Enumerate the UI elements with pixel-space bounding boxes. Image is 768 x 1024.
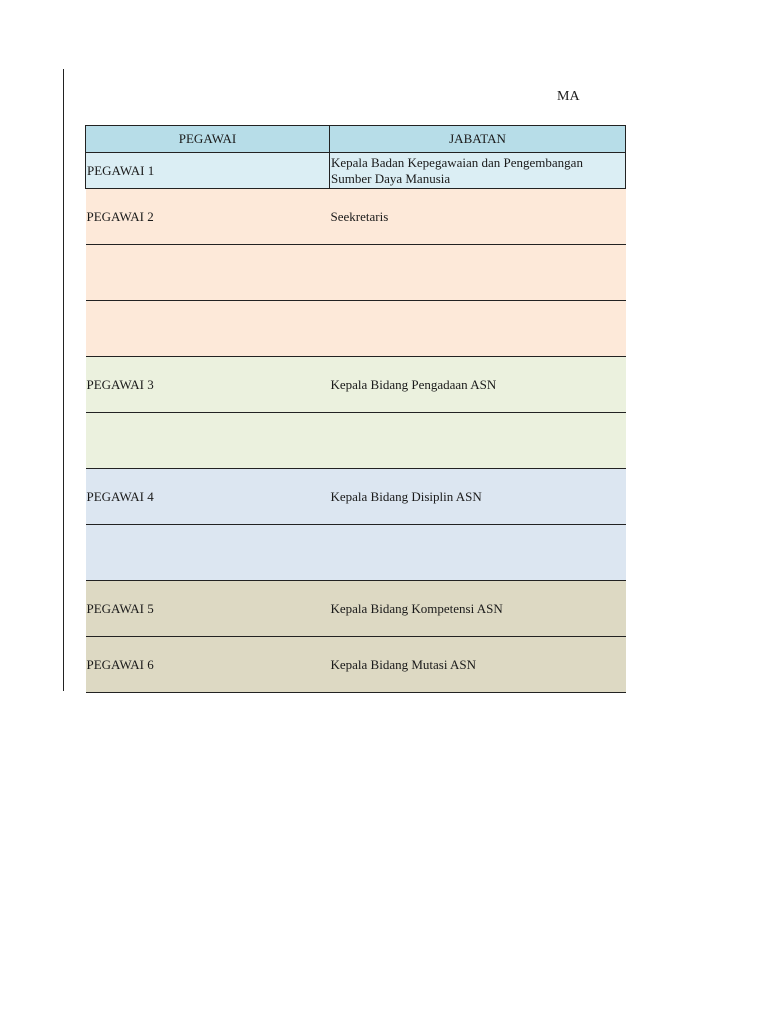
column-header-jabatan: JABATAN	[330, 126, 626, 153]
cell-pegawai: PEGAWAI 6	[86, 637, 330, 693]
table-row	[86, 525, 626, 581]
cell-jabatan	[330, 413, 626, 469]
cell-pegawai	[86, 413, 330, 469]
employee-position-table	[85, 125, 626, 693]
cell-pegawai: PEGAWAI 3	[86, 357, 330, 413]
cell-jabatan: Kepala Bidang Kompetensi ASN	[330, 581, 626, 637]
table-row	[86, 153, 626, 189]
cell-pegawai: PEGAWAI 4	[86, 469, 330, 525]
cell-pegawai	[86, 525, 330, 581]
document-title: MA	[557, 89, 580, 104]
table-row	[86, 413, 626, 469]
table-row	[86, 301, 626, 357]
table-row	[86, 357, 626, 413]
cell-jabatan	[330, 245, 626, 301]
cell-pegawai	[86, 301, 330, 357]
cell-jabatan: Kepala Badan Kepegawaian dan Pengembangan Sumber Daya Manusia	[330, 153, 626, 189]
table-row	[86, 189, 626, 245]
column-header-pegawai: PEGAWAI	[86, 126, 330, 153]
cell-pegawai	[86, 245, 330, 301]
cell-jabatan: Seekretaris	[330, 189, 626, 245]
cell-jabatan: Kepala Bidang Mutasi ASN	[330, 637, 626, 693]
table-header-row	[86, 126, 626, 153]
table-row	[86, 245, 626, 301]
cell-jabatan	[330, 525, 626, 581]
table-row	[86, 469, 626, 525]
cell-pegawai: PEGAWAI 2	[86, 189, 330, 245]
cell-pegawai: PEGAWAI 5	[86, 581, 330, 637]
cell-jabatan: Kepala Bidang Disiplin ASN	[330, 469, 626, 525]
cell-jabatan: Kepala Bidang Pengadaan ASN	[330, 357, 626, 413]
table-row	[86, 581, 626, 637]
table-row	[86, 637, 626, 693]
cell-pegawai: PEGAWAI 1	[86, 153, 330, 189]
cell-jabatan	[330, 301, 626, 357]
